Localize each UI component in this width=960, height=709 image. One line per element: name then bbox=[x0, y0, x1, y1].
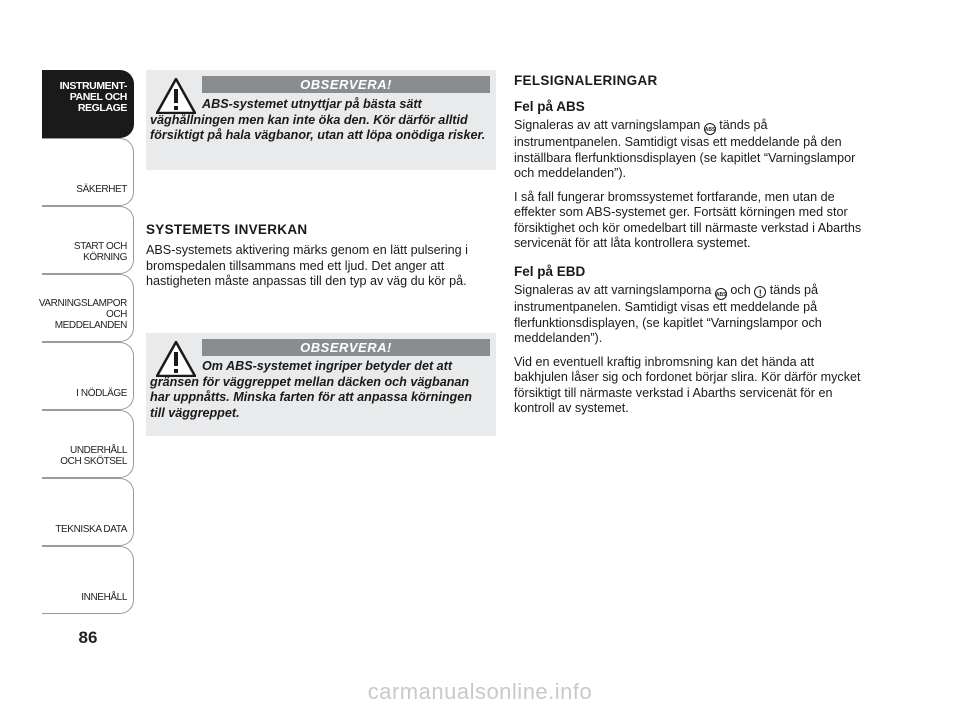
ebd-fault-title: Fel på EBD bbox=[514, 263, 586, 279]
abs-fault-title: Fel på ABS bbox=[514, 98, 585, 114]
ebd-fault-text: Signaleras av att varningslamporna ABS och ! tänds på instrumentpanelen. Samtidigt visas ett meddelande på flerfunktionsdisplayen, (se kapitlet “Varningslampor och meddelanden”). bbox=[514, 283, 822, 345]
abs-fault-text: Signaleras av att varningslampan ABS tänds på instrumentpanelen. Samtidigt visas ett meddelande på den inställbara flerfunktionsdisplayen (se kapitlet “Varningslampor och meddelanden”). bbox=[514, 118, 856, 180]
warning-box-1 bbox=[146, 70, 496, 170]
tab-emergency[interactable]: I NÖDLÄGE bbox=[42, 342, 134, 410]
abs-fault-text-2: I så fall fungerar bromssystemet fortfarande, men utan de effekter som ABS-systemet ger. Fortsätt körningen med stor försiktighet och kör omedelbart till närmaste verkstad i Abarths servicenät för att låta kontrollera systemet. bbox=[514, 189, 862, 250]
chapter-tabs bbox=[38, 70, 134, 614]
warning-box-2 bbox=[146, 333, 496, 436]
tab-warning-lights[interactable]: VARNINGSLAMPOR OCH MEDDELANDEN bbox=[42, 274, 134, 342]
abs-warning-light-icon: ABS bbox=[715, 288, 727, 300]
abs-warning-light-icon: ABS bbox=[704, 123, 716, 135]
tab-contents[interactable]: INNEHÅLL bbox=[42, 546, 134, 614]
warning-heading: OBSERVERA! bbox=[202, 76, 490, 93]
tab-safety[interactable]: SÄKERHET bbox=[42, 138, 134, 206]
tab-start-driving[interactable]: START OCH KÖRNING bbox=[42, 206, 134, 274]
warning-heading: OBSERVERA! bbox=[202, 339, 490, 356]
page-number: 86 bbox=[78, 628, 98, 647]
faults-section bbox=[514, 73, 864, 425]
brake-warning-light-icon: ! bbox=[754, 286, 766, 298]
tab-technical-data[interactable]: TEKNISKA DATA bbox=[42, 478, 134, 546]
system-effect-section bbox=[146, 222, 496, 290]
warning-text: Om ABS-systemet ingriper betyder det att gränsen för väggreppet mellan däcken och vägbanan har uppnåtts. Minska farten för att anpassa körningen till väggreppet. bbox=[150, 359, 472, 420]
tab-instrument-panel[interactable]: INSTRUMENT- PANEL OCH REGLAGE bbox=[42, 70, 134, 138]
tab-maintenance[interactable]: UNDERHÅLL OCH SKÖTSEL bbox=[42, 410, 134, 478]
warning-text: ABS-systemet utnyttjar på bästa sätt väghållningen men kan inte öka den. Kör därför alltid försiktigt på hala vägbanor, utan att löpa onödiga risker. bbox=[150, 97, 486, 142]
section-title: SYSTEMETS INVERKAN bbox=[146, 222, 308, 237]
ebd-fault-text-2: Vid en eventuell kraftig inbromsning kan det hända att bakhjulen låser sig och fordonet börjar slira. Kör därför mycket försiktigt till närmaste verkstad i Abarths servicenät för en kontroll av systemet. bbox=[514, 354, 861, 415]
watermark: carmanualsonline.info bbox=[367, 679, 593, 704]
section-text: ABS-systemets aktivering märks genom en lätt pulsering i bromspedalen tillsammans med ett ljud. Det anger att hastigheten måste anpassas till den typ av väg du kör på. bbox=[146, 243, 468, 288]
faults-title: FELSIGNALERINGAR bbox=[514, 73, 658, 88]
